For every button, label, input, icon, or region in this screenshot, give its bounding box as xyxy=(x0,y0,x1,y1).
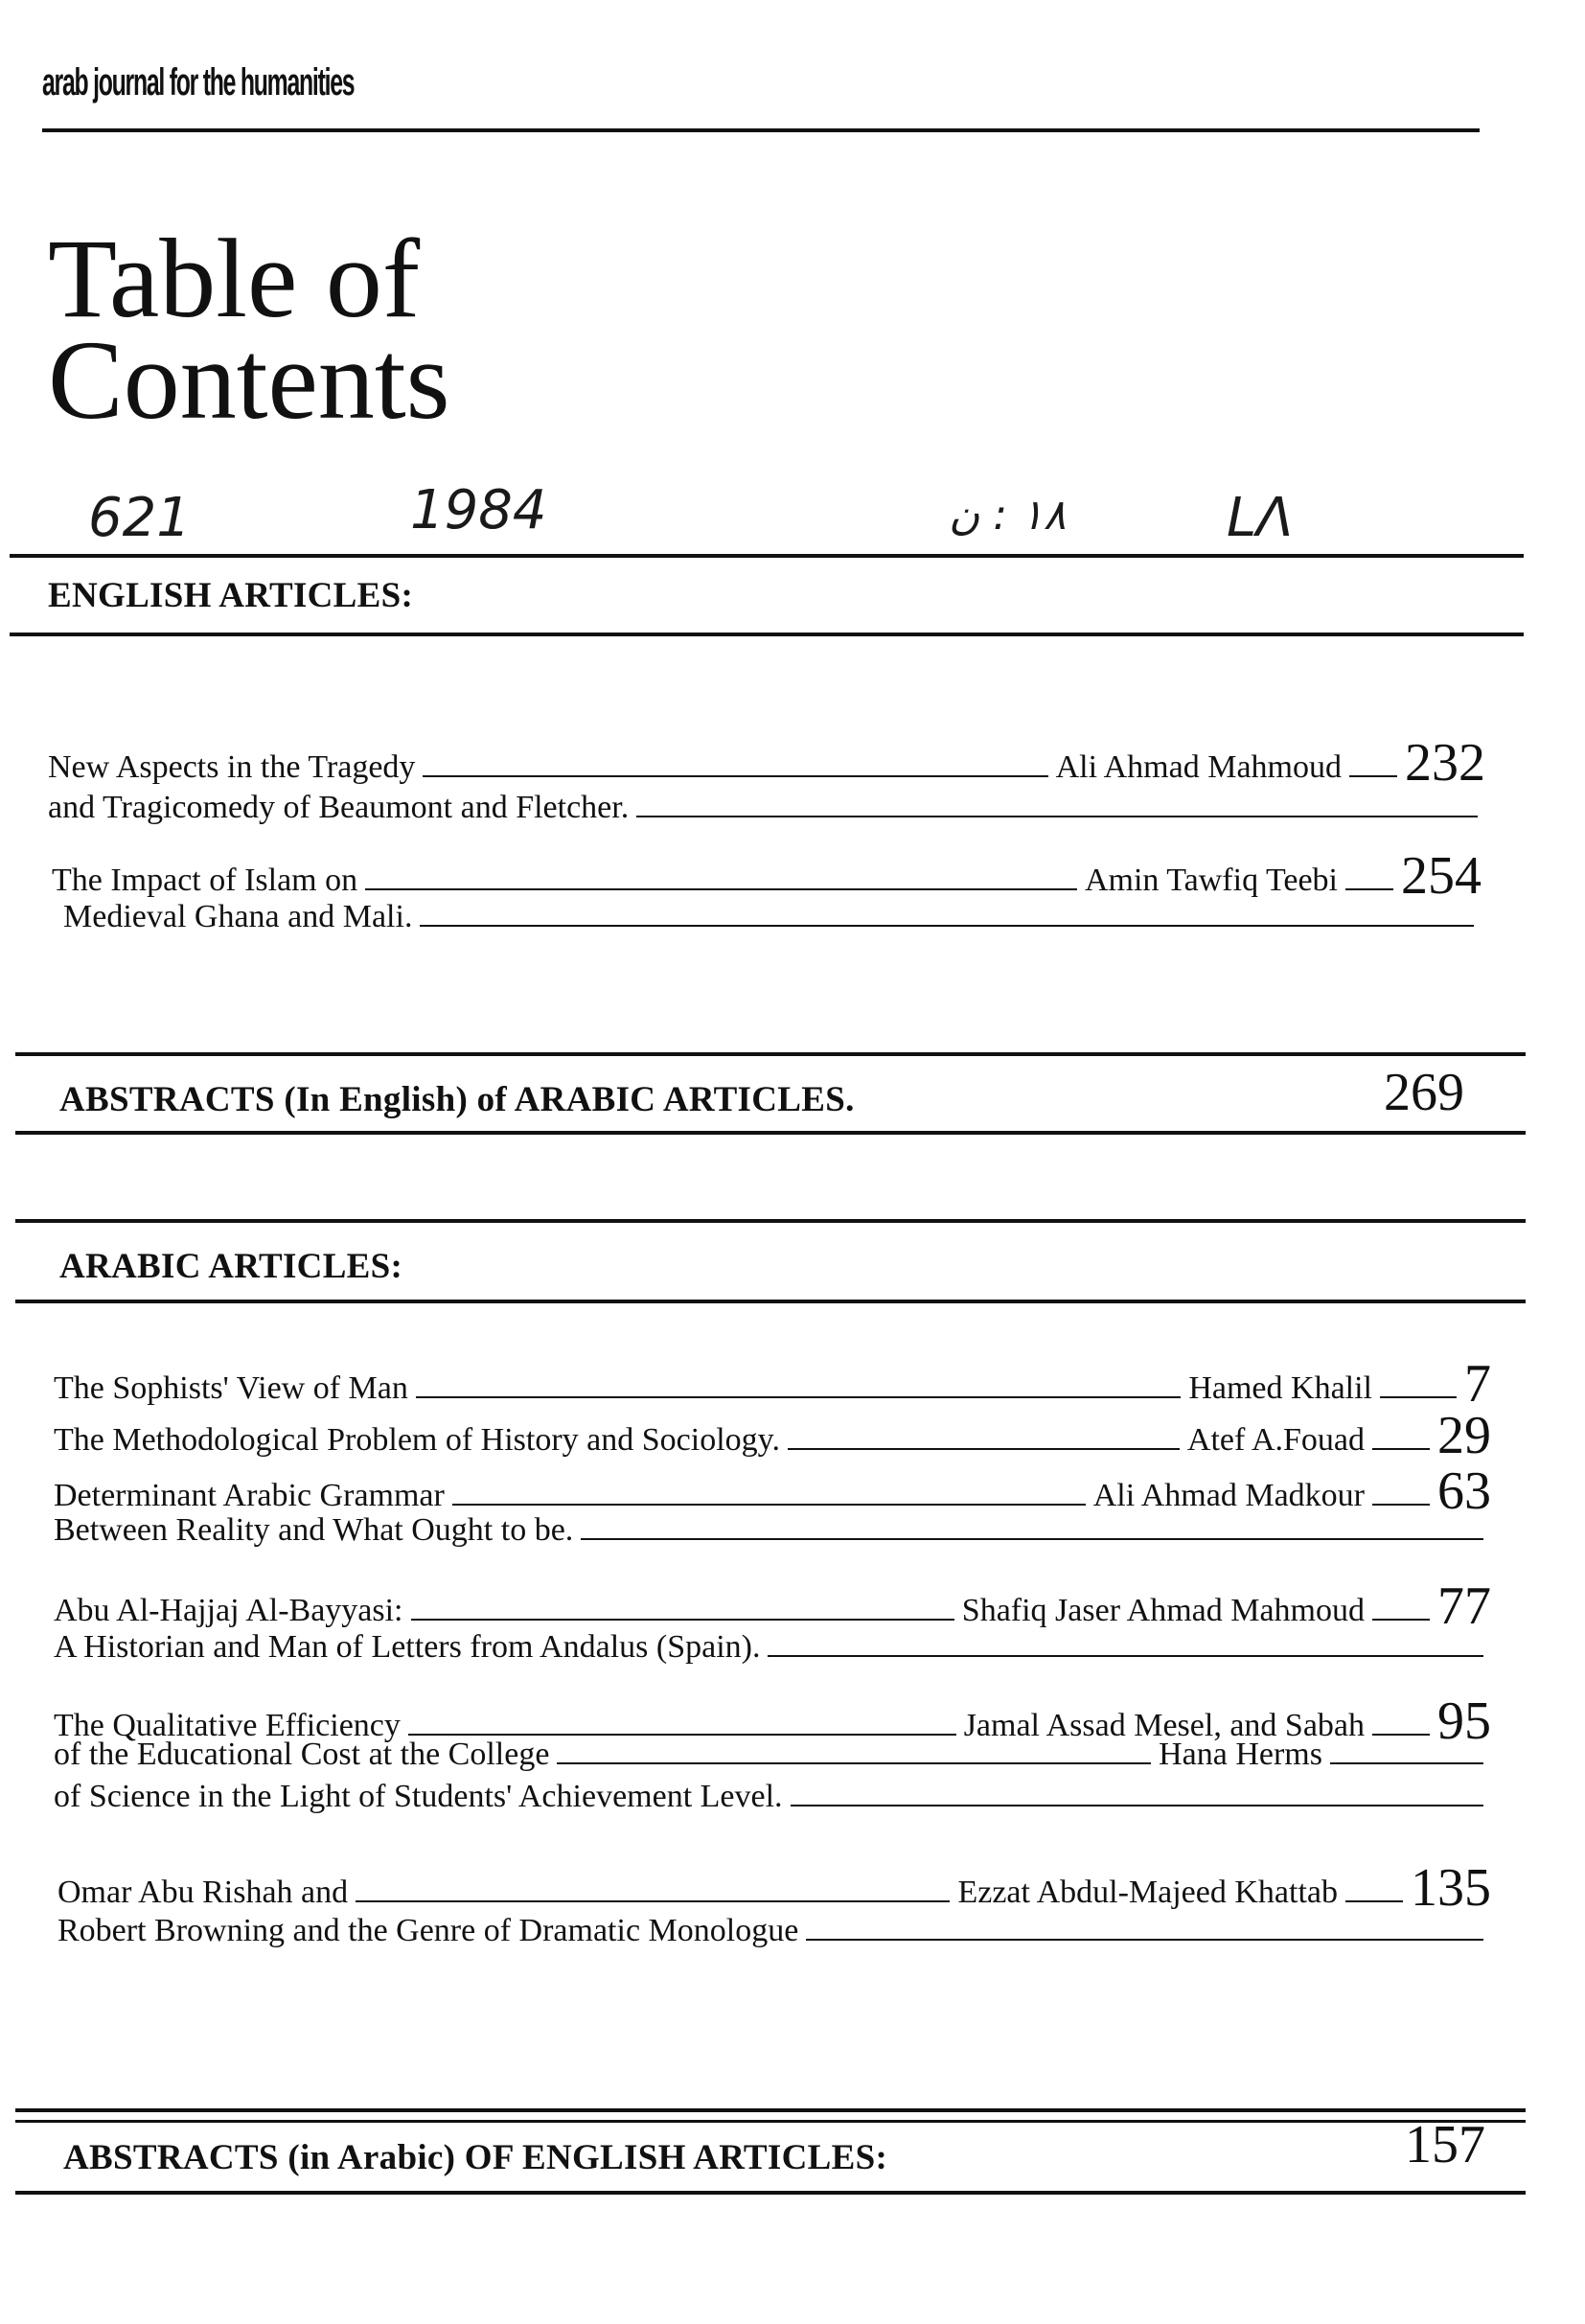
leader-dots xyxy=(408,1734,956,1736)
leader-dots xyxy=(768,1655,1483,1657)
abstracts-arabic-top-rule xyxy=(15,2108,1526,2112)
leader-dots xyxy=(1380,1396,1457,1398)
arabic-article-6 xyxy=(57,1858,1491,1948)
handwritten-note-4: LΛ xyxy=(1227,487,1294,549)
english-section-bottom-rule xyxy=(10,633,1524,636)
header-rule xyxy=(42,128,1480,132)
article-author: Hamed Khalil xyxy=(1188,1370,1372,1406)
arabic-article-1 xyxy=(54,1354,1491,1418)
leader-dots xyxy=(581,1538,1483,1540)
article-author: Ezzat Abdul-Majeed Khattab xyxy=(957,1875,1338,1910)
article-page: 29 xyxy=(1437,1406,1491,1465)
leader-dots xyxy=(557,1762,1151,1764)
article-page: 254 xyxy=(1401,846,1482,906)
article-title-line-1: Abu Al-Hajjaj Al-Bayyasi: xyxy=(54,1593,403,1628)
arabic-article-5 xyxy=(54,1691,1491,1814)
leader-dots xyxy=(1330,1762,1483,1764)
leader-dots xyxy=(365,888,1077,890)
article-title-line-2: and Tragicomedy of Beaumont and Fletcher. xyxy=(48,790,630,825)
arabic-articles-heading: ARABIC ARTICLES: xyxy=(59,1247,403,1286)
arabic-article-2 xyxy=(54,1406,1491,1470)
leader-dots xyxy=(356,1900,950,1902)
article-page: 95 xyxy=(1437,1691,1491,1751)
article-title-line-2: A Historian and Man of Letters from Andalus (Spain). xyxy=(54,1629,761,1665)
title-line-2: Contents xyxy=(48,317,450,443)
handwritten-note-1: 621 xyxy=(88,487,191,549)
arabic-article-4 xyxy=(54,1576,1491,1665)
handwritten-note-3: ١٨ : ن xyxy=(949,491,1067,540)
leader-dots xyxy=(420,925,1474,927)
abstracts-english-top-rule xyxy=(15,1052,1526,1056)
title-line-1: Table of xyxy=(48,216,421,341)
english-articles-heading: ENGLISH ARTICLES: xyxy=(48,576,414,615)
abstracts-arabic-top-rule-2 xyxy=(15,2120,1526,2123)
abstracts-english-heading: ABSTRACTS (In English) of ARABIC ARTICLES. xyxy=(59,1080,855,1119)
leader-dots xyxy=(806,1939,1483,1941)
arabic-article-3 xyxy=(54,1461,1491,1548)
leader-dots xyxy=(636,816,1478,817)
article-title-line-2: of the Educational Cost at the College xyxy=(54,1737,550,1772)
article-author-2: Hana Herms xyxy=(1159,1737,1322,1772)
article-page: 63 xyxy=(1437,1461,1491,1521)
article-title-line-2: Medieval Ghana and Mali. xyxy=(63,899,413,934)
article-page: 7 xyxy=(1464,1354,1491,1414)
leader-dots xyxy=(1345,1900,1403,1902)
handwritten-note-2: 1984 xyxy=(410,479,547,541)
article-page: 135 xyxy=(1411,1858,1491,1918)
leader-dots xyxy=(1372,1619,1430,1621)
arabic-section-top-rule xyxy=(15,1219,1526,1223)
page-title xyxy=(48,216,450,443)
leader-dots xyxy=(452,1504,1086,1506)
leader-dots xyxy=(791,1805,1483,1806)
article-title-line-2: Between Reality and What Ought to be. xyxy=(54,1512,574,1548)
article-author: Atef A.Fouad xyxy=(1186,1422,1365,1458)
article-title-line-1: Omar Abu Rishah and xyxy=(57,1875,349,1910)
arabic-section-bottom-rule xyxy=(15,1300,1526,1303)
article-author: Jamal Assad Mesel, and Sabah xyxy=(963,1708,1365,1743)
abstracts-english-bottom-rule xyxy=(15,1131,1526,1135)
journal-name: arab journal for the humanities xyxy=(42,61,355,104)
leader-dots xyxy=(416,1396,1181,1398)
article-title-line-1: The Methodological Problem of History and Sociology. xyxy=(54,1422,780,1458)
article-title-line-1: The Sophists' View of Man xyxy=(54,1370,408,1406)
abstracts-arabic-heading: ABSTRACTS (in Arabic) OF ENGLISH ARTICLES: xyxy=(63,2138,888,2177)
article-page: 232 xyxy=(1405,733,1485,793)
abstracts-arabic-page: 157 xyxy=(1405,2115,1485,2174)
article-author: Ali Ahmad Madkour xyxy=(1092,1478,1365,1513)
article-title-line-1: New Aspects in the Tragedy xyxy=(48,749,416,785)
article-page: 77 xyxy=(1437,1576,1491,1636)
leader-dots xyxy=(1345,888,1393,890)
article-title-line-1: Determinant Arabic Grammar xyxy=(54,1478,445,1513)
leader-dots xyxy=(788,1448,1180,1450)
english-article-1 xyxy=(48,733,1485,825)
article-title-line-1: The Impact of Islam on xyxy=(52,863,358,898)
english-article-2 xyxy=(52,846,1482,934)
english-section-top-rule xyxy=(10,554,1524,558)
leader-dots xyxy=(411,1619,954,1621)
article-title-line-1: The Qualitative Efficiency xyxy=(54,1708,401,1743)
article-author: Ali Ahmad Mahmoud xyxy=(1055,749,1342,785)
leader-dots xyxy=(1372,1504,1430,1506)
leader-dots xyxy=(1372,1734,1430,1736)
article-author: Amin Tawfiq Teebi xyxy=(1084,863,1338,898)
leader-dots xyxy=(1372,1448,1430,1450)
leader-dots xyxy=(1349,775,1397,777)
article-title-line-2: Robert Browning and the Genre of Dramatic Monologue xyxy=(57,1913,799,1948)
abstracts-arabic-bottom-rule xyxy=(15,2191,1526,2195)
leader-dots xyxy=(423,775,1047,777)
abstracts-english-page: 269 xyxy=(1384,1063,1464,1122)
article-author: Shafiq Jaser Ahmad Mahmoud xyxy=(961,1593,1365,1628)
article-title-line-3: of Science in the Light of Students' Achievement Level. xyxy=(54,1779,783,1814)
